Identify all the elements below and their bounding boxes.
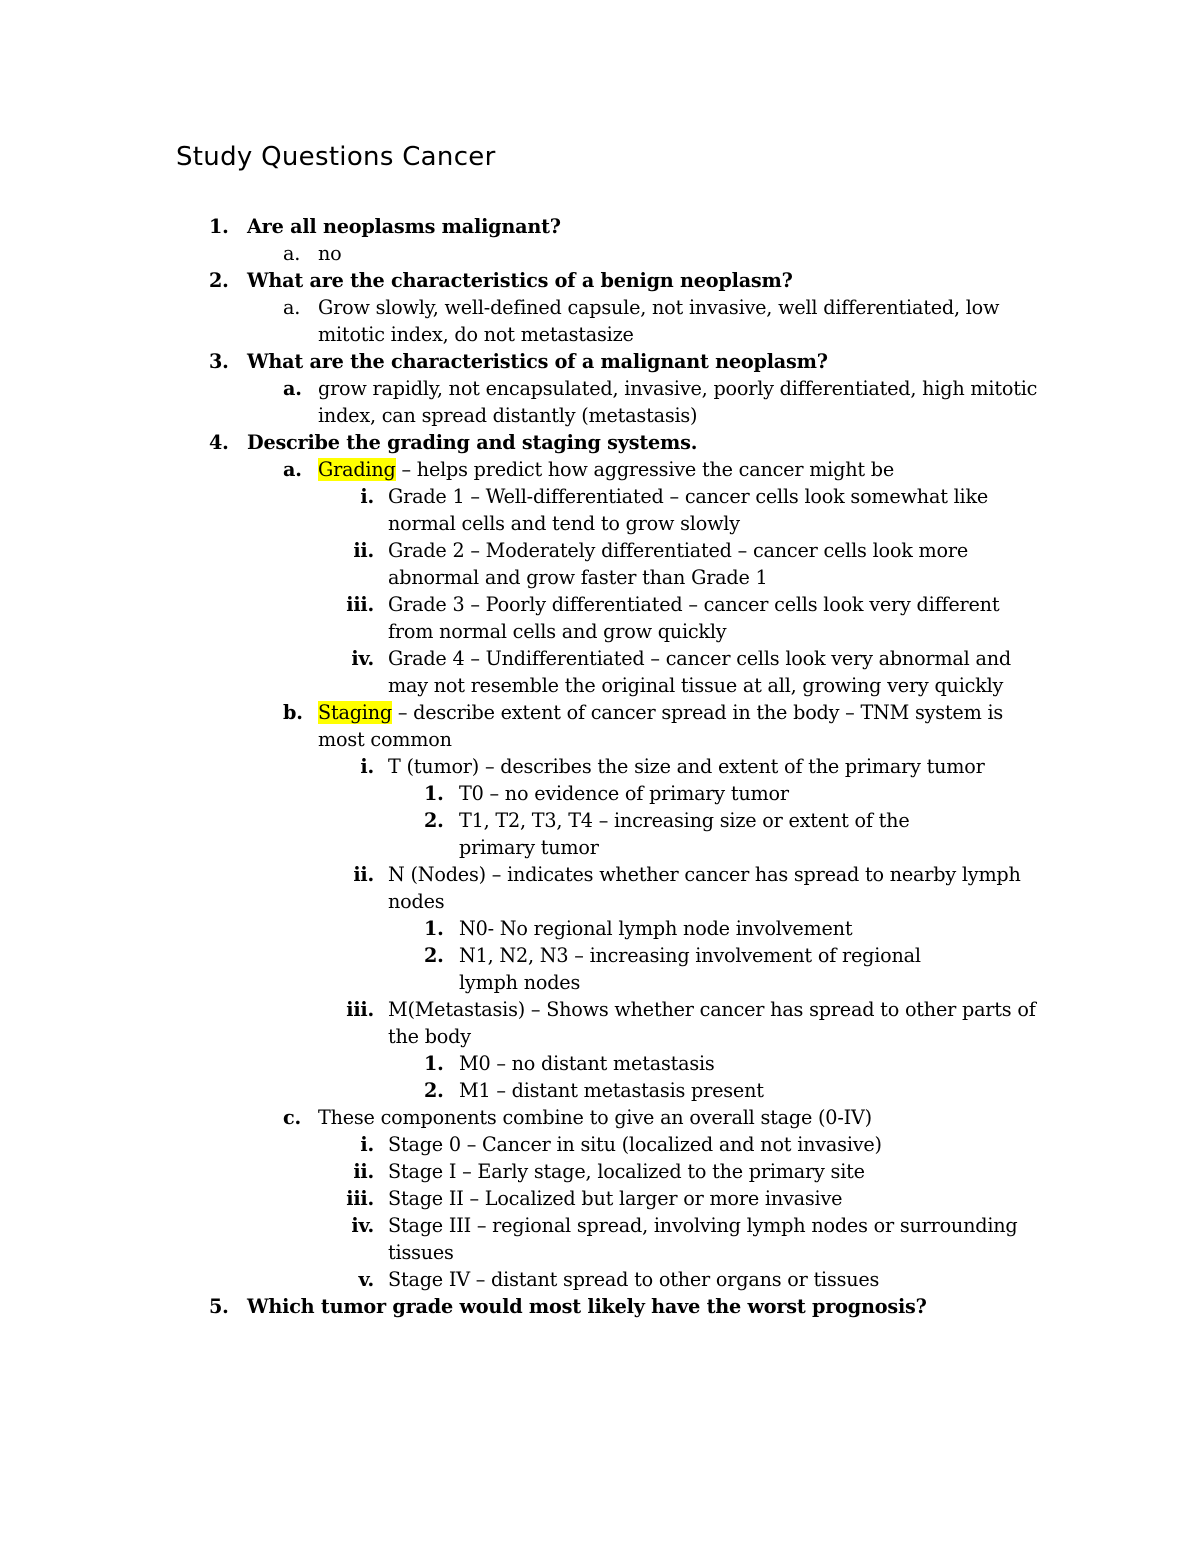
grading-item [0,456,1200,483]
stage-text: Stage I – Early stage, localized to the primary site [388,1160,865,1183]
list-number: 2. [424,1079,444,1102]
stage-item [0,1266,1200,1293]
stage-item [0,1185,1200,1212]
stage-item [0,1158,1200,1185]
list-roman: v. [358,1268,374,1291]
tnm-subitem-text: N1, N2, N3 – increasing involvement of regional lymph nodes [459,944,921,994]
stage-item [0,1212,1200,1266]
tnm-subitem-text: N0- No regional lymph node involvement [459,917,853,940]
list-roman: iv. [351,647,374,670]
tnm-subitem [0,1050,1200,1077]
tnm-text: M(Metastasis) – Shows whether cancer has spread to other parts of the body [388,998,1036,1048]
list-number: 1. [209,215,229,238]
tnm-subitem [0,780,1200,807]
staging-item [0,699,1200,753]
question-text: Are all neoplasms malignant? [247,215,561,238]
list-letter: b. [283,701,303,724]
list-number: 2. [209,269,229,292]
tnm-subitem [0,942,1200,996]
list-roman: iv. [351,1214,374,1237]
tnm-subitem-text: M1 – distant metastasis present [459,1079,764,1102]
list-number: 2. [424,944,444,967]
tnm-t-item [0,753,1200,780]
grading-term-highlight: Grading [318,458,396,481]
list-letter: c. [283,1106,301,1129]
list-letter: a. [283,377,302,400]
list-number: 3. [209,350,229,373]
staging-text [318,699,1038,753]
grading-description: – helps predict how aggressive the cancer might be [395,458,895,481]
question-4 [0,429,1200,456]
tnm-text: N (Nodes) – indicates whether cancer has spread to nearby lymph nodes [388,863,1021,913]
list-roman: ii. [353,863,374,886]
list-number: 1. [424,1052,444,1075]
stage-text: Stage 0 – Cancer in situ (localized and not invasive) [388,1133,882,1156]
list-number: 1. [424,782,444,805]
question-3 [0,348,1200,375]
tnm-subitem-text: T1, T2, T3, T4 – increasing size or extent of the primary tumor [459,809,910,859]
staging-description: – describe extent of cancer spread in the body – TNM system is most common [318,701,1004,751]
question-list [0,213,1200,1320]
question-text: Which tumor grade would most likely have the worst prognosis? [247,1295,927,1318]
grade-text: Grade 2 – Moderately differentiated – cancer cells look more abnormal and grow faster than Grade 1 [388,539,969,589]
stage-text: Stage IV – distant spread to other organs or tissues [388,1268,880,1291]
stage-text: Stage II – Localized but larger or more invasive [388,1187,843,1210]
list-number: 5. [209,1295,229,1318]
list-roman: ii. [353,539,374,562]
question-text: What are the characteristics of a benign neoplasm? [247,269,793,292]
list-roman: iii. [346,593,374,616]
tnm-subitem [0,807,1200,861]
tnm-subitem-text: M0 – no distant metastasis [459,1052,715,1075]
list-number: 4. [209,431,229,454]
list-letter: a. [283,296,301,319]
tnm-m-item [0,996,1200,1050]
grade-text: Grade 4 – Undifferentiated – cancer cells look very abnormal and may not resemble the original tissue at all, growing very quickly [388,647,1011,697]
grade-text: Grade 1 – Well-differentiated – cancer cells look somewhat like normal cells and tend to grow slowly [388,485,989,535]
list-roman: i. [360,485,374,508]
grading-text [318,456,1038,483]
answer-text: no [318,242,342,265]
grade-item [0,591,1200,645]
grade-item [0,483,1200,537]
answer-1 [0,240,1200,267]
tnm-n-item [0,861,1200,915]
stage-text: Stage III – regional spread, involving lymph nodes or surrounding tissues [388,1214,1018,1264]
question-text: What are the characteristics of a malignant neoplasm? [247,350,828,373]
page-title: Study Questions Cancer [176,142,496,172]
question-1 [0,213,1200,240]
list-roman: i. [360,755,374,778]
tnm-subitem-text: T0 – no evidence of primary tumor [459,782,789,805]
answer-3 [0,375,1200,429]
list-roman: ii. [353,1160,374,1183]
list-roman: iii. [346,1187,374,1210]
question-2 [0,267,1200,294]
grade-item [0,537,1200,591]
grade-text: Grade 3 – Poorly differentiated – cancer cells look very different from normal cells and grow quickly [388,593,1000,643]
list-letter: a. [283,458,302,481]
grade-item [0,645,1200,699]
answer-2 [0,294,1200,348]
question-5 [0,1293,1200,1320]
tnm-text: T (tumor) – describes the size and extent of the primary tumor [388,755,985,778]
overall-stage-item [0,1104,1200,1131]
answer-text: Grow slowly, well-defined capsule, not invasive, well differentiated, low mitotic index, do not metastasize [318,296,1000,346]
list-roman: iii. [346,998,374,1021]
tnm-subitem [0,1077,1200,1104]
stage-item [0,1131,1200,1158]
list-roman: i. [360,1133,374,1156]
list-number: 2. [424,809,444,832]
tnm-subitem [0,915,1200,942]
staging-term-highlight: Staging [318,701,392,724]
answer-text: grow rapidly, not encapsulated, invasive, poorly differentiated, high mitotic index, can spread distantly (metastasis) [318,377,1038,427]
overall-stage-text: These components combine to give an overall stage (0-IV) [318,1106,872,1129]
question-text: Describe the grading and staging systems. [247,431,698,454]
list-number: 1. [424,917,444,940]
list-letter: a. [283,242,301,265]
